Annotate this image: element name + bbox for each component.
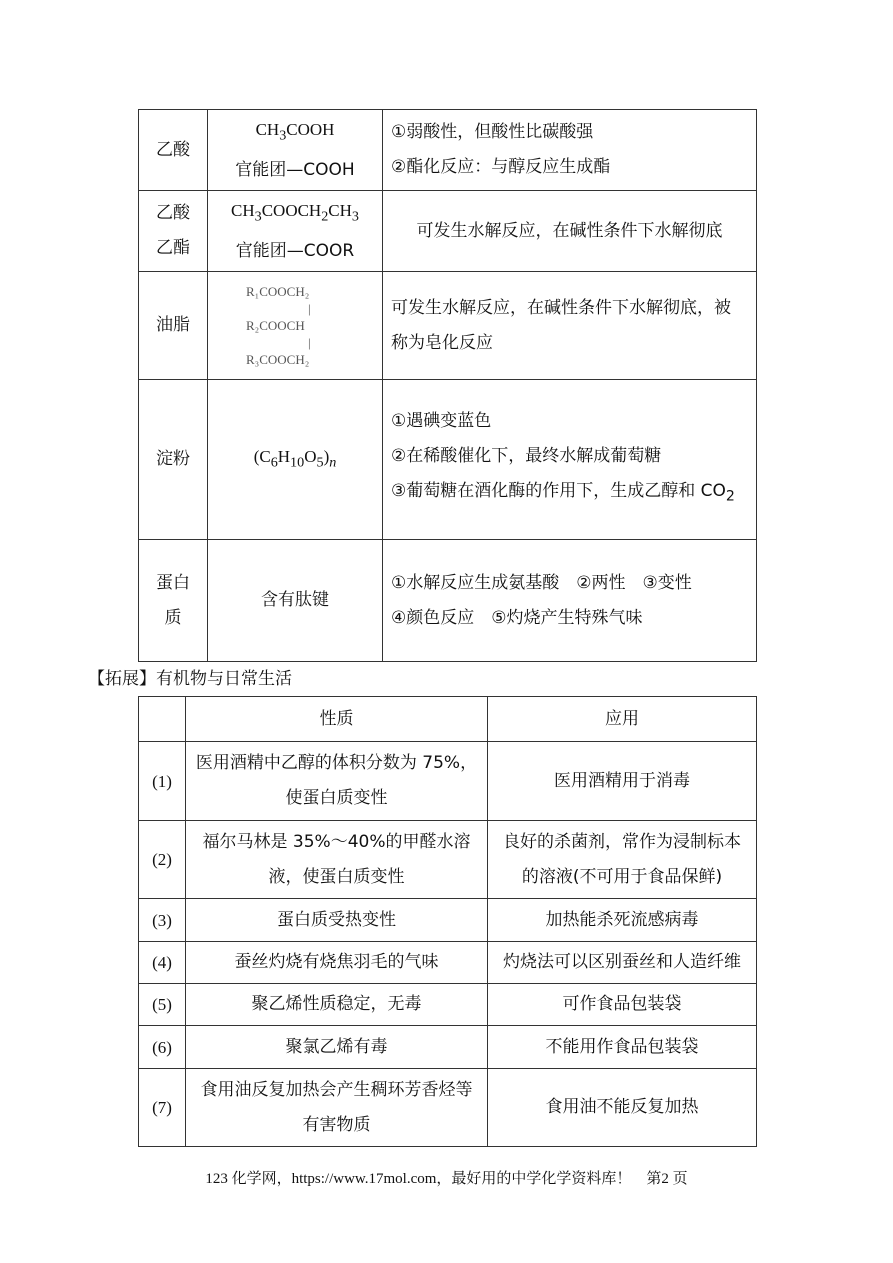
- application-cell: 医用酒精用于消毒: [488, 742, 757, 821]
- organic-compounds-table: [138, 109, 757, 662]
- row-number: (4): [139, 942, 186, 984]
- formula: $CH_3COOCH_2CH_3$: [231, 200, 359, 225]
- application-cell: 可作食品包装袋: [488, 984, 757, 1026]
- table-row: [139, 110, 757, 191]
- property-cell: 蛋白质受热变性: [186, 899, 488, 942]
- table-row: [139, 942, 757, 984]
- compound-properties: 可发生水解反应，在碱性条件下水解彻底，被 称为皂化反应: [383, 272, 757, 380]
- compound-properties: ①弱酸性，但酸性比碳酸强 ②酯化反应：与醇反应生成酯: [383, 110, 757, 191]
- compound-properties: ①遇碘变蓝色 ②在稀酸催化下，最终水解成葡萄糖 ③葡萄糖在酒化酶的作用下，生成乙醇和 $CO_2$: [383, 380, 757, 540]
- property-cell: 医用酒精中乙醇的体积分数为 75%， 使蛋白质变性: [186, 742, 488, 821]
- formula: $(C_6H_{10}O_5)_n$: [253, 446, 337, 471]
- compound-name: 蛋白 质: [139, 540, 208, 662]
- daily-life-table: [138, 696, 757, 1147]
- row-number: (2): [139, 821, 186, 899]
- header-application: 应用: [488, 697, 757, 742]
- table-row: [139, 1026, 757, 1069]
- property-cell: 食用油反复加热会产生稠环芳香烃等 有害物质: [186, 1069, 488, 1147]
- formula: $CH_3COOH$: [255, 119, 335, 144]
- compound-formula: [208, 191, 383, 272]
- application-cell: 灼烧法可以区别蚕丝和人造纤维: [488, 942, 757, 984]
- header-property: 性质: [186, 697, 488, 742]
- compound-formula: [208, 380, 383, 540]
- table-row: [139, 821, 757, 899]
- table-row: [139, 380, 757, 540]
- functional-group: 官能团—COOR: [235, 241, 355, 262]
- property-cell: 聚氯乙烯有毒: [186, 1026, 488, 1069]
- glyceride-structure: R₁COOCH₂ | R₂COOCH | R₃COOCH₂: [208, 272, 383, 380]
- table-row: [139, 540, 757, 662]
- table-row: [139, 1069, 757, 1147]
- compound-formula: [208, 540, 383, 662]
- property-cell: 蚕丝灼烧有烧焦羽毛的气味: [186, 942, 488, 984]
- page-footer: 123 化学网，https://www.17mol.com，最好用的中学化学资料库！ 第2 页: [205, 1171, 688, 1187]
- row-number: (1): [139, 742, 186, 821]
- compound-name: 油脂: [139, 272, 208, 380]
- section-heading: 【拓展】有机物与日常生活: [88, 669, 292, 689]
- compound-name: 乙酸 乙酯: [139, 191, 208, 272]
- compound-properties: 可发生水解反应，在碱性条件下水解彻底: [383, 191, 757, 272]
- application-cell: 食用油不能反复加热: [488, 1069, 757, 1147]
- header-empty: [139, 697, 186, 742]
- table-row: [139, 984, 757, 1026]
- table-row: [139, 899, 757, 942]
- functional-group: 官能团—COOH: [235, 160, 355, 181]
- application-cell: 加热能杀死流感病毒: [488, 899, 757, 942]
- application-cell: 良好的杀菌剂，常作为浸制标本 的溶液(不可用于食品保鲜): [488, 821, 757, 899]
- table-row: [139, 191, 757, 272]
- compound-name: 乙酸: [139, 110, 208, 191]
- property-cell: 福尔马林是 35%～40%的甲醛水溶 液，使蛋白质变性: [186, 821, 488, 899]
- compound-name: 淀粉: [139, 380, 208, 540]
- compound-formula: [208, 110, 383, 191]
- application-cell: 不能用作食品包装袋: [488, 1026, 757, 1069]
- table-header-row: [139, 697, 757, 742]
- row-number: (3): [139, 899, 186, 942]
- table-row: [139, 742, 757, 821]
- row-number: (7): [139, 1069, 186, 1147]
- property-cell: 聚乙烯性质稳定，无毒: [186, 984, 488, 1026]
- row-number: (5): [139, 984, 186, 1026]
- table-row: [139, 272, 757, 380]
- row-number: (6): [139, 1026, 186, 1069]
- compound-properties: ①水解反应生成氨基酸 ②两性 ③变性 ④颜色反应 ⑤灼烧产生特殊气味: [383, 540, 757, 662]
- functional-group: 含有肽键: [261, 590, 329, 610]
